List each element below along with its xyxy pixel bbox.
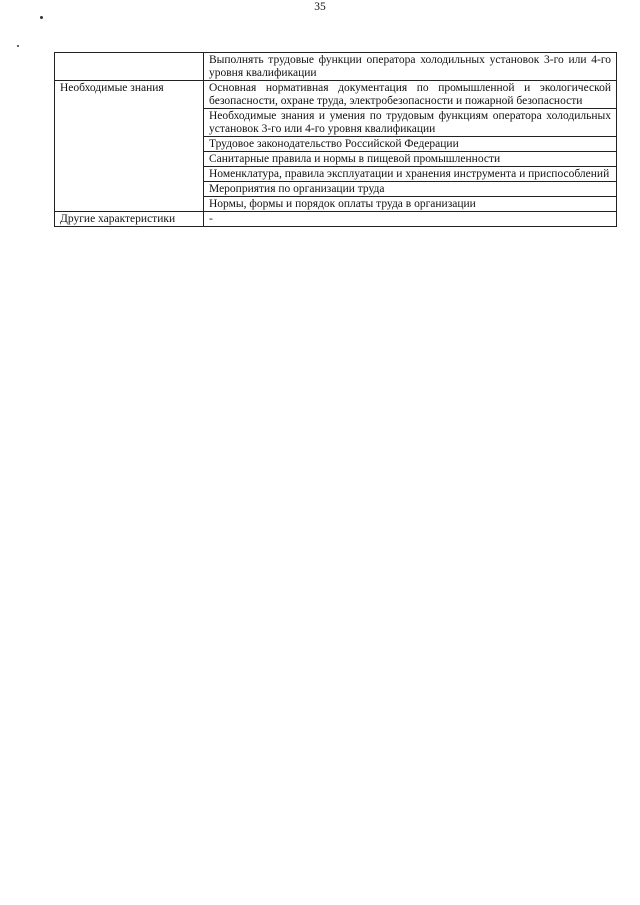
- row-label: Другие характеристики: [55, 212, 204, 227]
- scan-speck: [40, 16, 43, 19]
- row-value: Мероприятия по организации труда: [204, 182, 617, 197]
- scan-speck: [17, 45, 19, 47]
- row-label: Необходимые знания: [55, 81, 204, 212]
- row-value: Выполнять трудовые функции оператора холодильных установок 3-го или 4-го уровня квалификации: [204, 53, 617, 81]
- row-value: Основная нормативная документация по промышленной и экологической безопасности, охране труда, электробезопасности и пожарной безопасности: [204, 81, 617, 109]
- row-value: Трудовое законодательство Российской Федерации: [204, 137, 617, 152]
- page-number: 35: [314, 1, 326, 13]
- table-row: [55, 212, 617, 227]
- row-value: Нормы, формы и порядок оплаты труда в организации: [204, 197, 617, 212]
- row-value: Номенклатура, правила эксплуатации и хранения инструмента и приспособлений: [204, 167, 617, 182]
- row-value: Санитарные правила и нормы в пищевой промышленности: [204, 152, 617, 167]
- table-row: [55, 81, 617, 109]
- table-row: [55, 53, 617, 81]
- row-value: -: [204, 212, 617, 227]
- row-label: [55, 53, 204, 81]
- qualification-table: [54, 52, 617, 227]
- row-value: Необходимые знания и умения по трудовым функциям оператора холодильных установок 3-го или 4-го уровня квалификации: [204, 109, 617, 137]
